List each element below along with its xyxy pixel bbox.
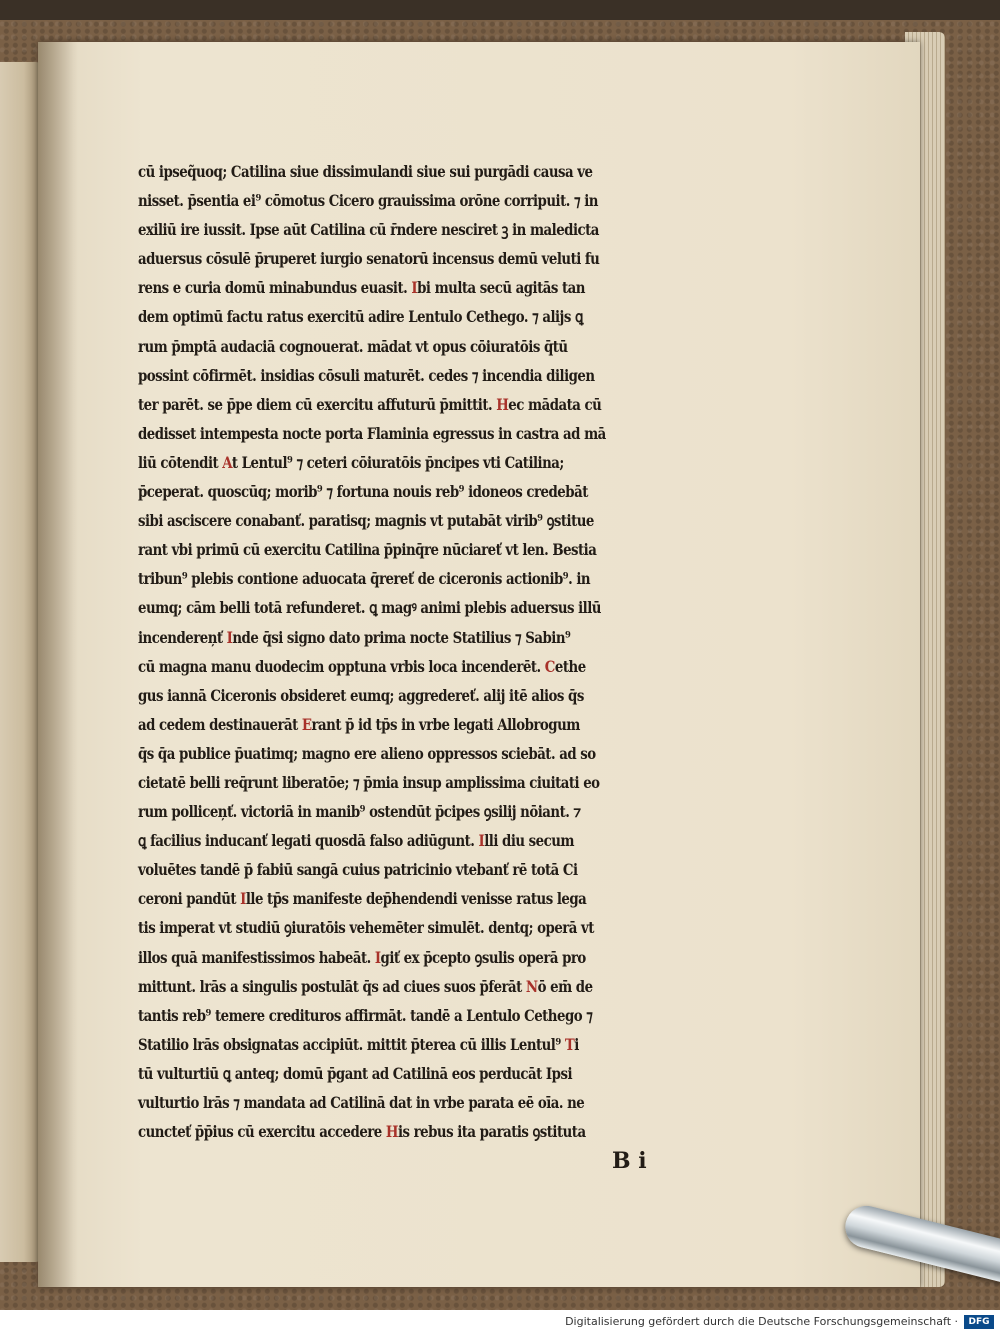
- text-line-21: q̄s q̄a publice p̄uatimq; magno ere alieno oppressos sciebāt. ad so: [138, 743, 596, 763]
- text-line-3: exiliū ire iussit. Ipse aūt Catilina cū r̄ndere nesciret ꝫ in maledicta: [138, 220, 599, 240]
- text-line-15: tribun⁹ plebis contione aduocata q̄rereť de ciceronis actionib⁹. in: [138, 569, 591, 589]
- text-line-11: liū cōtendit At Lentul⁹ ⁊ ceteri cōiuratōis p̄ncipes vti Catilina;: [138, 452, 564, 472]
- text-block: [138, 157, 683, 1146]
- rubricated-initial: I: [240, 889, 246, 909]
- text-line-20: ad cedem destinauerāt Erant p̄ id tp̄s in vrbe legati Allobrogum: [138, 714, 580, 734]
- text-line-34: cuncteť p̄p̄ius cū exercitu accedere His rebus ita paratis ꝯstituta: [138, 1122, 586, 1142]
- text-line-5: rens e curia domū minabundus euasit. Ibi multa secū agitās tan: [138, 278, 585, 298]
- text-line-6: dem optimū factu ratus exercitū adire Lentulo Cethego. ⁊ alijs ꝗ: [138, 307, 583, 327]
- footer-credit: Digitalisierung gefördert durch die Deutsche Forschungsgemeinschaft ·: [565, 1315, 958, 1328]
- rubricated-initial: N: [525, 976, 538, 996]
- rubricated-initial: A: [222, 452, 232, 472]
- text-line-9: ter parēt. se p̄pe diem cū exercitu affuturū p̄mittit. Hec mādata cū: [138, 394, 602, 414]
- text-line-29: mittunt. lrās a singulis postulāt q̄s ad ciues suos p̄ferāt Nō em̄ de: [138, 976, 593, 996]
- left-page-edge: [0, 62, 40, 1262]
- text-line-10: dedisset intempesta nocte porta Flaminia egressus in castra ad mā: [138, 423, 606, 443]
- text-line-19: gus iannā Ciceronis obsideret eumq; aggredereť. alij itē alios q̄s: [138, 685, 584, 705]
- text-line-26: ceroni pandūt Ille tp̄s manifeste dep̄hendendi venisse ratus lega: [138, 889, 587, 909]
- text-line-12: p̄ceperat. quoscūq; morib⁹ ⁊ fortuna nouis reb⁹ idoneos credebāt: [138, 482, 588, 502]
- text-line-32: tū vulturtiū ꝗ anteq; domū p̄gant ad Catilinā eos perducāt Ipsi: [138, 1063, 572, 1083]
- rubricated-initial: I: [226, 627, 233, 647]
- rubricated-initial: I: [374, 947, 381, 967]
- text-line-16: eumq; cām belli totā refunderet. ꝗ magꝰ animi plebis aduersus illū: [138, 598, 601, 618]
- text-line-7: rum p̄mptā audaciā cognouerat. mādat vt opus cōiuratōis q̄tū: [138, 336, 568, 356]
- text-line-27: tis imperat vt studiū ꝯiuratōis vehemēter simulēt. dentq; operā vt: [138, 918, 594, 938]
- gutter-shadow: [38, 42, 78, 1287]
- rubricated-initial: C: [544, 656, 555, 676]
- text-line-28: illos quā manifestissimos habeāt. Igiť ex p̄cepto ꝯsulis operā pro: [138, 947, 586, 967]
- text-line-22: cietatē belli req̄runt liberatōe; ⁊ p̄mia insup amplissima ciuitati eo: [138, 772, 600, 792]
- text-line-1: cū ipseq̃uoq; Catilina siue dissimulandi siue sui purgādi causa ve: [138, 162, 593, 181]
- dfg-logo: DFG: [964, 1315, 994, 1329]
- rubricated-initial: E: [301, 714, 312, 734]
- text-line-33: vulturtio lrās ⁊ mandata ad Catilinā dat in vrbe parata eē oīa. ne: [138, 1093, 585, 1112]
- text-line-14: rant vbi primū cū exercitu Catilina p̄pinq̄re nūciareť vt len. Bestia: [138, 540, 597, 560]
- text-line-13: sibi asciscere conabanť. paratisq; magnis vt putabāt virib⁹ ꝯstitue: [138, 511, 594, 531]
- text-line-18: cū magna manu duodecim opptuna vrbis loca incenderēt. Cethe: [138, 656, 586, 676]
- signature-mark: B i: [612, 1148, 647, 1174]
- text-line-8: possint cōfirmēt. insidias cōsuli maturēt. cedes ⁊ incendia diligen: [138, 365, 595, 385]
- text-line-24: ꝗ facilius inducanť legati quosdā falso adiūgunt. Illi diu secum: [138, 831, 575, 851]
- text-line-2: nisset. p̄sentia ei⁹ cōmotus Cicero grauissima orōne corripuit. ⁊ in: [138, 191, 598, 211]
- text-line-31: Statilio lrās obsignatas accipiūt. mittit p̄terea cū illis Lentul⁹ Ti: [138, 1034, 579, 1054]
- text-line-30: tantis reb⁹ temere credituros affirmāt. tandē a Lentulo Cethego ⁊: [138, 1005, 593, 1025]
- rubricated-initial: I: [411, 278, 418, 298]
- rubricated-initial: I: [478, 831, 485, 851]
- rubricated-initial: T: [564, 1034, 575, 1054]
- rubricated-initial: H: [385, 1122, 398, 1142]
- text-line-23: rum polliceņť. victoriā in manib⁹ ostendūt p̄cipes ꝯsilij nōiant. ⁊: [138, 802, 581, 822]
- text-line-4: aduersus cōsulē p̄ruperet iurgio senatorū incensus demū veluti fu: [138, 249, 600, 269]
- text-line-17: incendereņť Inde q̄si signo dato prima nocte Statilius ⁊ Sabin⁹: [138, 627, 571, 647]
- text-line-25: voluētes tandē p̄ fabiū sangā cuius patricinio vtebanť rē totā Ci: [138, 860, 578, 880]
- footer-bar: [0, 1310, 1000, 1334]
- rubricated-initial: H: [496, 394, 509, 414]
